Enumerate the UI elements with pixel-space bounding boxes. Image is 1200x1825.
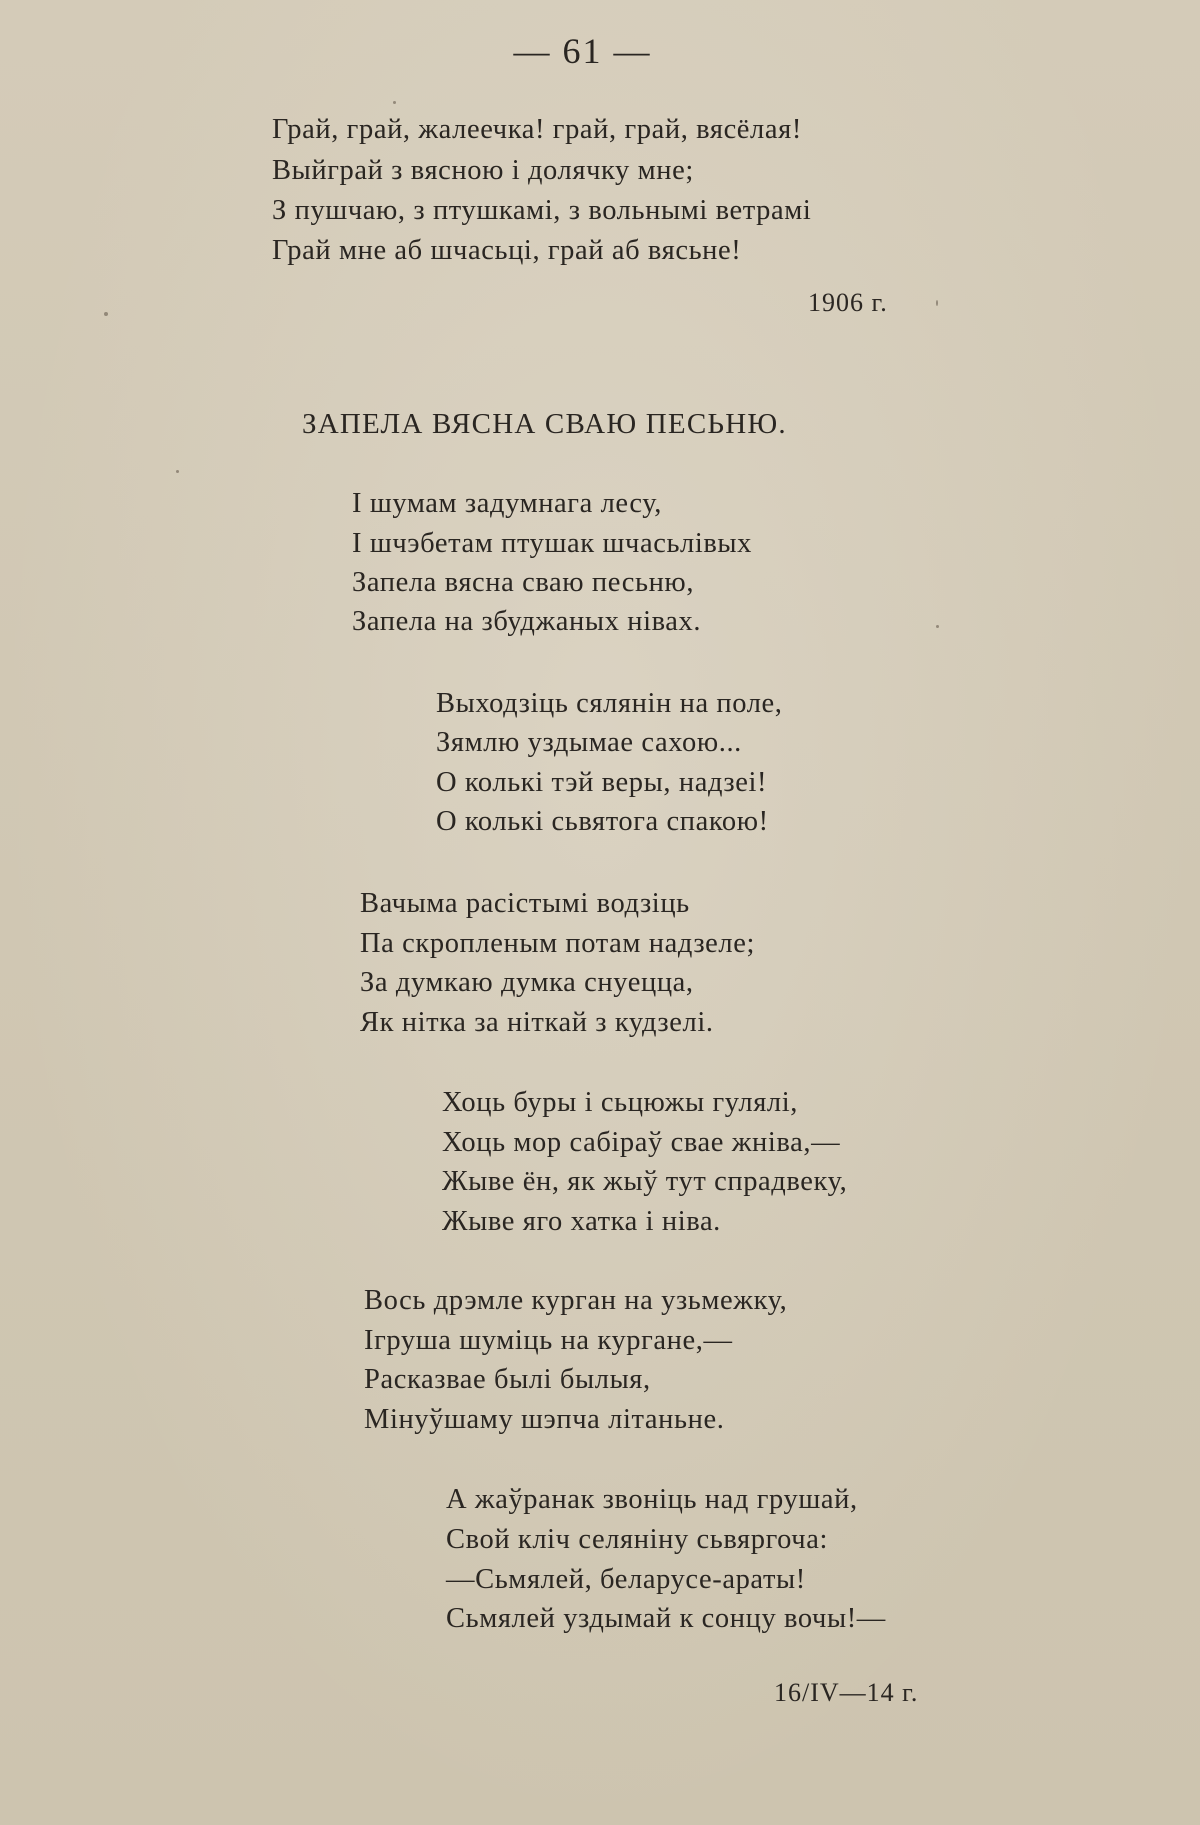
poem-line: Грай, грай, жалеечка! грай, грай, вясёлая! <box>272 114 802 145</box>
poem-line: За думкаю думка снуецца, <box>360 967 694 998</box>
poem-line: Жыве яго хатка і ніва. <box>442 1206 721 1237</box>
poem-line: Сьмялей уздымай к сонцу вочы!— <box>446 1603 886 1634</box>
poem-date: 1906 г. <box>808 288 888 317</box>
poem-title: ЗАПЕЛА ВЯСНА СВАЮ ПЕСЬНЮ. <box>302 408 787 440</box>
poem-line: Запела на збуджаных нівах. <box>352 606 702 637</box>
poem-line: Хоць мор сабіраў свае жніва,— <box>442 1127 841 1158</box>
poem-line: Выходзіць сялянін на поле, <box>436 688 783 719</box>
poem-line: —Сьмялей, беларусе-араты! <box>446 1564 806 1595</box>
poem-line: Мінуўшаму шэпча літаньне. <box>364 1404 725 1435</box>
poem-line: Грай мне аб шчасьці, грай аб вясьне! <box>272 235 742 266</box>
poem-line: Расказвае былі былыя, <box>364 1364 651 1395</box>
poem-line: З пушчаю, з птушкамі, з вольнымі ветрамі <box>272 195 812 226</box>
paper-speck <box>936 300 938 306</box>
poem-line: Ігруша шуміць на кургане,— <box>364 1325 733 1356</box>
poem-line: Вось дрэмле курган на узьмежку, <box>364 1285 788 1316</box>
poem-line: О колькі сьвятога спакою! <box>436 806 769 837</box>
poem-line: О колькі тэй веры, надзеі! <box>436 767 768 798</box>
paper-speck <box>176 470 179 473</box>
paper-speck <box>104 312 108 316</box>
poem-line: Жыве ён, як жыў тут спрадвеку, <box>442 1166 848 1197</box>
poem-line: Запела вясна сваю песьню, <box>352 567 695 598</box>
poem-line: А жаўранак звоніць над грушай, <box>446 1484 858 1515</box>
poem-line: Вачыма расістымі водзіць <box>360 888 690 919</box>
page-number: — 61 — <box>513 31 652 71</box>
poem-date: 16/IV—14 г. <box>774 1678 919 1707</box>
poem-line: Зямлю уздымае сахою... <box>436 727 742 758</box>
poem-line: І шчэбетам птушак шчасьлівых <box>352 528 753 559</box>
poem-line: Хоць буры і сьцюжы гулялі, <box>442 1087 798 1118</box>
poem-line: Свой кліч селяніну сьвяргоча: <box>446 1524 828 1555</box>
poem-line: Як нітка за ніткай з кудзелі. <box>360 1007 714 1038</box>
poem-line: Па скропленым потам надзеле; <box>360 928 756 959</box>
paper-speck <box>936 625 939 628</box>
paper-speck <box>393 101 396 104</box>
poem-line: І шумам задумнага лесу, <box>352 488 662 519</box>
poem-line: Выйграй з вясною і долячку мне; <box>272 155 694 186</box>
